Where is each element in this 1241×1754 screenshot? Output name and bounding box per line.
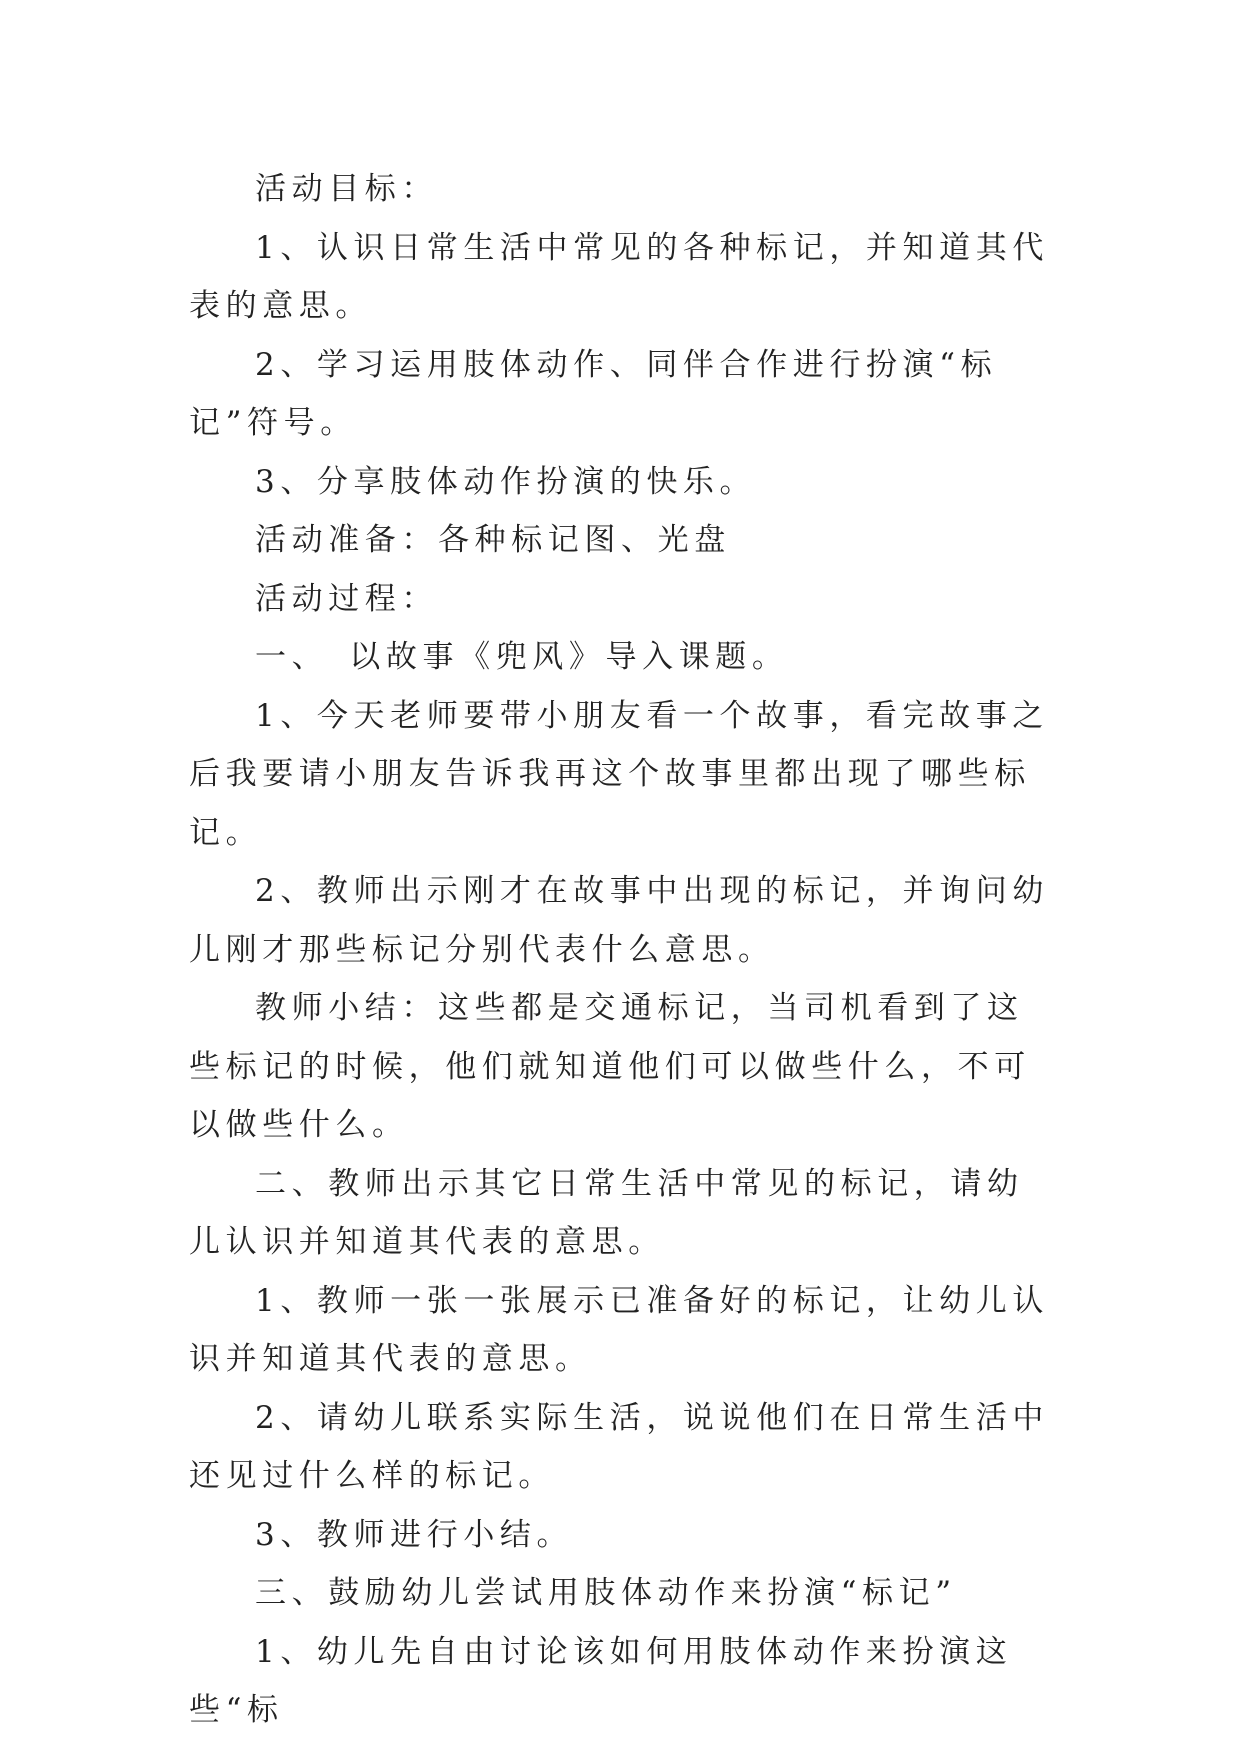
section-heading-process: 活动过程： <box>255 580 438 617</box>
process-step-1-item-1: 1、今天老师要带小朋友看一个故事，看完故事之后我要请小朋友告诉我再这个故事里都出现了哪些标记。 <box>189 697 1049 851</box>
goal-item-1: 1、认识日常生活中常见的各种标记，并知道其代表的意思。 <box>189 229 1049 324</box>
process-step-1-heading: 一、 以故事《兜风》导入课题。 <box>255 639 789 675</box>
process-step-2-item-3: 3、教师进行小结。 <box>255 1516 574 1553</box>
process-step-2-item-1: 1、教师一张一张展示已准备好的标记，让幼儿认识并知道其代表的意思。 <box>189 1282 1049 1377</box>
section-heading-goals: 活动目标： <box>255 171 438 207</box>
teacher-summary: 教师小结：这些都是交通标记，当司机看到了这些标记的时候，他们就知道他们可以做些什么，不可以做些什么。 <box>189 990 1031 1143</box>
process-step-2-item-2: 2、请幼儿联系实际生活，说说他们在日常生活中还见过什么样的标记。 <box>189 1399 1049 1494</box>
section-preparation: 活动准备：各种标记图、光盘 <box>255 522 731 558</box>
process-step-2-heading: 二、教师出示其它日常生活中常见的标记，请幼儿认识并知道其代表的意思。 <box>189 1165 1024 1260</box>
document-body <box>189 160 1055 1740</box>
process-step-3-item-1: 1、幼儿先自由讨论该如何用肢体动作来扮演这些“标 <box>189 1633 1013 1728</box>
goal-item-3: 3、分享肢体动作扮演的快乐。 <box>255 463 757 500</box>
process-step-1-item-2: 2、教师出示刚才在故事中出现的标记，并询问幼儿刚才那些标记分别代表什么意思。 <box>189 873 1049 968</box>
process-step-3-heading: 三、鼓励幼儿尝试用肢体动作来扮演“标记” <box>255 1575 957 1611</box>
goal-item-2: 2、学习运用肢体动作、同伴合作进行扮演“标记”符号。 <box>189 346 998 441</box>
